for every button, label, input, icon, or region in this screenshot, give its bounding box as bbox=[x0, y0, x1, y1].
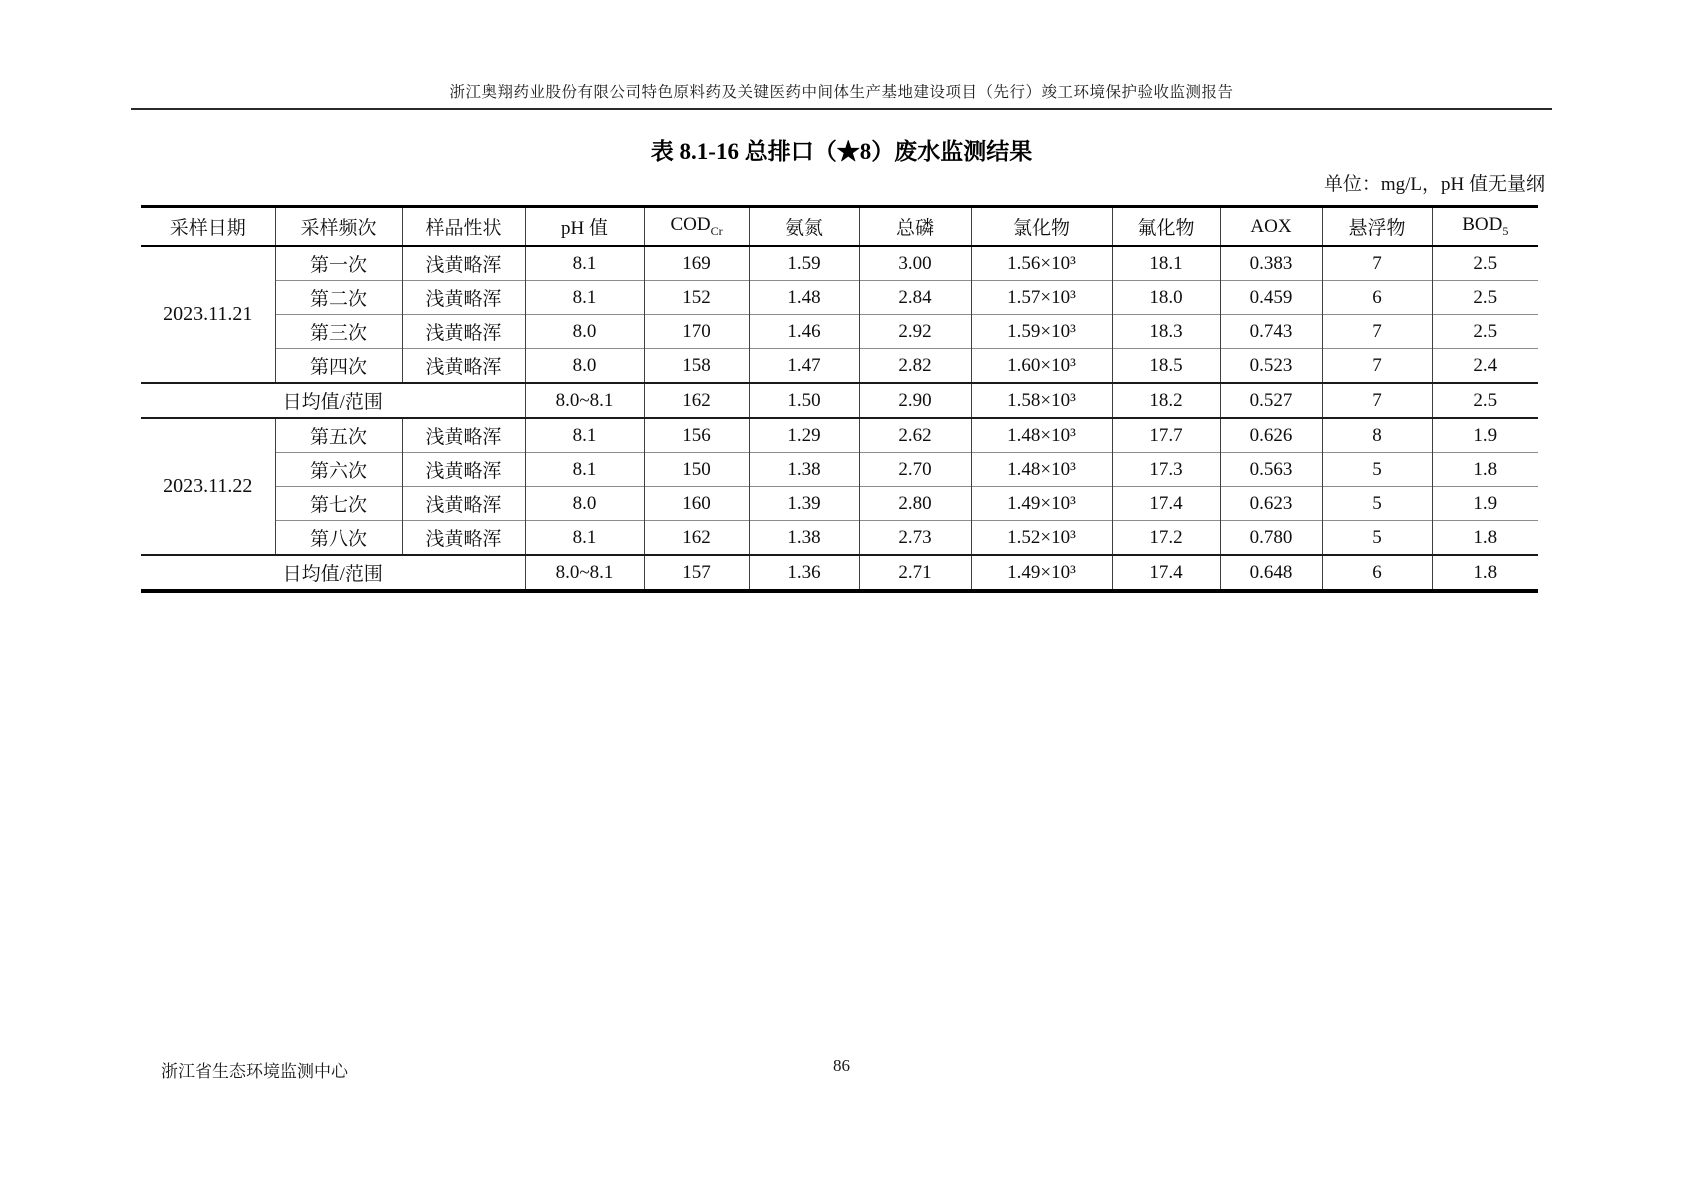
cell-frequency: 第二次 bbox=[275, 281, 402, 315]
cell-suspended-solids: 7 bbox=[1322, 315, 1432, 349]
cell-frequency: 第三次 bbox=[275, 315, 402, 349]
cell-ammonia: 1.38 bbox=[749, 453, 859, 487]
cell-total-phosphorus: 2.70 bbox=[859, 453, 971, 487]
cell-aox: 0.743 bbox=[1220, 315, 1322, 349]
cell-ammonia: 1.50 bbox=[749, 383, 859, 418]
cell-ph: 8.0 bbox=[525, 487, 644, 521]
cell-aox: 0.527 bbox=[1220, 383, 1322, 418]
cell-fluoride: 17.4 bbox=[1112, 555, 1220, 591]
col-header-ph: pH 值 bbox=[525, 207, 644, 247]
table-row bbox=[141, 349, 1538, 384]
cell-cod: 158 bbox=[644, 349, 749, 384]
cell-appearance: 浅黄略浑 bbox=[402, 487, 525, 521]
cell-cod: 152 bbox=[644, 281, 749, 315]
cell-chloride: 1.49×10³ bbox=[971, 555, 1112, 591]
table-row bbox=[141, 453, 1538, 487]
cell-bod: 1.8 bbox=[1432, 453, 1538, 487]
cell-suspended-solids: 7 bbox=[1322, 349, 1432, 384]
cell-fluoride: 17.3 bbox=[1112, 453, 1220, 487]
table-header-row bbox=[141, 207, 1538, 247]
cell-fluoride: 18.2 bbox=[1112, 383, 1220, 418]
cell-chloride: 1.60×10³ bbox=[971, 349, 1112, 384]
cell-ph: 8.0~8.1 bbox=[525, 383, 644, 418]
cell-fluoride: 18.5 bbox=[1112, 349, 1220, 384]
daily-average-label: 日均值/范围 bbox=[141, 383, 525, 418]
cell-appearance: 浅黄略浑 bbox=[402, 315, 525, 349]
cell-suspended-solids: 5 bbox=[1322, 521, 1432, 556]
cell-total-phosphorus: 2.73 bbox=[859, 521, 971, 556]
cell-total-phosphorus: 2.80 bbox=[859, 487, 971, 521]
cell-frequency: 第五次 bbox=[275, 418, 402, 453]
table-row bbox=[141, 521, 1538, 556]
cell-chloride: 1.52×10³ bbox=[971, 521, 1112, 556]
col-header-fluoride: 氟化物 bbox=[1112, 207, 1220, 247]
cell-suspended-solids: 7 bbox=[1322, 383, 1432, 418]
cell-chloride: 1.56×10³ bbox=[971, 246, 1112, 281]
table-row bbox=[141, 418, 1538, 453]
cell-bod: 2.5 bbox=[1432, 281, 1538, 315]
cell-total-phosphorus: 2.84 bbox=[859, 281, 971, 315]
cell-aox: 0.563 bbox=[1220, 453, 1322, 487]
cell-frequency: 第一次 bbox=[275, 246, 402, 281]
cell-ph: 8.0 bbox=[525, 349, 644, 384]
col-header-date: 采样日期 bbox=[141, 207, 275, 247]
cell-cod: 156 bbox=[644, 418, 749, 453]
cell-suspended-solids: 6 bbox=[1322, 555, 1432, 591]
table-row bbox=[141, 487, 1538, 521]
col-header-suspended-solids: 悬浮物 bbox=[1322, 207, 1432, 247]
cell-total-phosphorus: 2.62 bbox=[859, 418, 971, 453]
cell-total-phosphorus: 2.92 bbox=[859, 315, 971, 349]
page-number: 86 bbox=[833, 1056, 850, 1075]
cell-appearance: 浅黄略浑 bbox=[402, 521, 525, 556]
cell-ammonia: 1.39 bbox=[749, 487, 859, 521]
cell-appearance: 浅黄略浑 bbox=[402, 418, 525, 453]
cell-chloride: 1.58×10³ bbox=[971, 383, 1112, 418]
cell-ph: 8.1 bbox=[525, 418, 644, 453]
cell-appearance: 浅黄略浑 bbox=[402, 281, 525, 315]
cell-bod: 2.5 bbox=[1432, 246, 1538, 281]
cell-bod: 2.5 bbox=[1432, 383, 1538, 418]
footer-organization: 浙江省生态环境监测中心 bbox=[161, 1062, 348, 1081]
cell-ph: 8.0~8.1 bbox=[525, 555, 644, 591]
cell-fluoride: 17.4 bbox=[1112, 487, 1220, 521]
cell-fluoride: 17.7 bbox=[1112, 418, 1220, 453]
cell-frequency: 第八次 bbox=[275, 521, 402, 556]
col-header-bod: $BOD_5$ bbox=[1432, 207, 1538, 247]
cell-ammonia: 1.59 bbox=[749, 246, 859, 281]
cell-aox: 0.459 bbox=[1220, 281, 1322, 315]
cell-ammonia: 1.29 bbox=[749, 418, 859, 453]
daily-average-label: 日均值/范围 bbox=[141, 555, 525, 591]
cell-fluoride: 17.2 bbox=[1112, 521, 1220, 556]
cell-fluoride: 18.0 bbox=[1112, 281, 1220, 315]
cell-suspended-solids: 7 bbox=[1322, 246, 1432, 281]
cell-aox: 0.648 bbox=[1220, 555, 1322, 591]
cell-suspended-solids: 5 bbox=[1322, 487, 1432, 521]
table-row bbox=[141, 281, 1538, 315]
cell-aox: 0.626 bbox=[1220, 418, 1322, 453]
sample-date: 2023.11.22 bbox=[141, 418, 275, 555]
cell-aox: 0.780 bbox=[1220, 521, 1322, 556]
cell-appearance: 浅黄略浑 bbox=[402, 349, 525, 384]
cell-cod: 170 bbox=[644, 315, 749, 349]
cell-cod: 150 bbox=[644, 453, 749, 487]
cell-cod: 162 bbox=[644, 383, 749, 418]
unit-note: 单位：mg/L，pH 值无量纲 bbox=[1323, 174, 1545, 195]
cell-cod: 157 bbox=[644, 555, 749, 591]
cell-ammonia: 1.38 bbox=[749, 521, 859, 556]
cell-bod: 2.5 bbox=[1432, 315, 1538, 349]
cell-ph: 8.1 bbox=[525, 453, 644, 487]
col-header-ammonia: 氨氮 bbox=[749, 207, 859, 247]
cell-frequency: 第六次 bbox=[275, 453, 402, 487]
cell-ammonia: 1.48 bbox=[749, 281, 859, 315]
cell-chloride: 1.48×10³ bbox=[971, 418, 1112, 453]
cell-cod: 169 bbox=[644, 246, 749, 281]
cell-suspended-solids: 8 bbox=[1322, 418, 1432, 453]
cell-ph: 8.0 bbox=[525, 315, 644, 349]
cell-total-phosphorus: 2.90 bbox=[859, 383, 971, 418]
cell-bod: 1.9 bbox=[1432, 418, 1538, 453]
cell-suspended-solids: 6 bbox=[1322, 281, 1432, 315]
cell-chloride: 1.59×10³ bbox=[971, 315, 1112, 349]
cell-frequency: 第七次 bbox=[275, 487, 402, 521]
cell-fluoride: 18.1 bbox=[1112, 246, 1220, 281]
cell-chloride: 1.48×10³ bbox=[971, 453, 1112, 487]
col-header-frequency: 采样频次 bbox=[275, 207, 402, 247]
cell-fluoride: 18.3 bbox=[1112, 315, 1220, 349]
cell-bod: 1.9 bbox=[1432, 487, 1538, 521]
cell-ammonia: 1.36 bbox=[749, 555, 859, 591]
cell-total-phosphorus: 2.71 bbox=[859, 555, 971, 591]
table-row bbox=[141, 246, 1538, 281]
cell-chloride: 1.49×10³ bbox=[971, 487, 1112, 521]
sample-date: 2023.11.21 bbox=[141, 246, 275, 383]
header-divider bbox=[131, 108, 1552, 110]
cell-ammonia: 1.46 bbox=[749, 315, 859, 349]
col-header-aox: AOX bbox=[1220, 207, 1322, 247]
cell-aox: 0.623 bbox=[1220, 487, 1322, 521]
cell-aox: 0.523 bbox=[1220, 349, 1322, 384]
cell-cod: 160 bbox=[644, 487, 749, 521]
cell-bod: 1.8 bbox=[1432, 555, 1538, 591]
cell-aox: 0.383 bbox=[1220, 246, 1322, 281]
col-header-chloride: 氯化物 bbox=[971, 207, 1112, 247]
cell-total-phosphorus: 2.82 bbox=[859, 349, 971, 384]
wastewater-monitoring-table bbox=[141, 205, 1538, 593]
daily-average-row bbox=[141, 555, 1538, 591]
cell-ph: 8.1 bbox=[525, 246, 644, 281]
cell-chloride: 1.57×10³ bbox=[971, 281, 1112, 315]
col-header-total-phosphorus: 总磷 bbox=[859, 207, 971, 247]
table-title: 表 8.1-16 总排口（★8）废水监测结果 bbox=[650, 139, 1033, 164]
cell-ph: 8.1 bbox=[525, 521, 644, 556]
cell-total-phosphorus: 3.00 bbox=[859, 246, 971, 281]
col-header-cod: $COD_{Cr}$ bbox=[644, 207, 749, 247]
document-header-title: 浙江奥翔药业股份有限公司特色原料药及关键医药中间体生产基地建设项目（先行）竣工环境保护验收监测报告 bbox=[449, 84, 1234, 101]
cell-frequency: 第四次 bbox=[275, 349, 402, 384]
cell-appearance: 浅黄略浑 bbox=[402, 453, 525, 487]
daily-average-row bbox=[141, 383, 1538, 418]
cell-cod: 162 bbox=[644, 521, 749, 556]
cell-ammonia: 1.47 bbox=[749, 349, 859, 384]
cell-bod: 1.8 bbox=[1432, 521, 1538, 556]
cell-bod: 2.4 bbox=[1432, 349, 1538, 384]
col-header-appearance: 样品性状 bbox=[402, 207, 525, 247]
cell-appearance: 浅黄略浑 bbox=[402, 246, 525, 281]
cell-suspended-solids: 5 bbox=[1322, 453, 1432, 487]
cell-ph: 8.1 bbox=[525, 281, 644, 315]
table-row bbox=[141, 315, 1538, 349]
